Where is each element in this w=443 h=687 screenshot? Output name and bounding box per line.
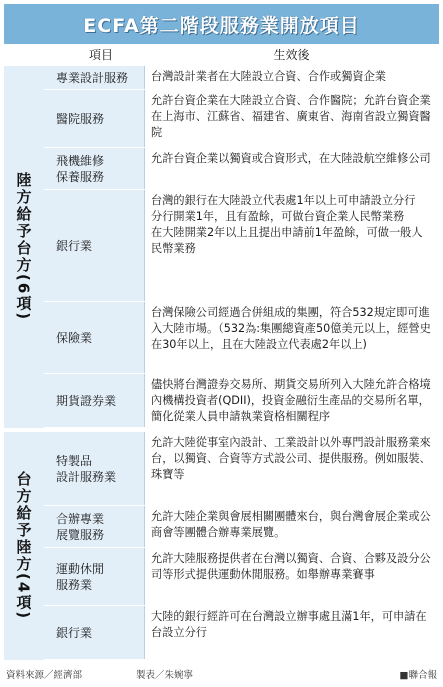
table-row bbox=[44, 548, 439, 606]
header-effect: 生效後 bbox=[273, 48, 310, 62]
table-row bbox=[44, 302, 439, 374]
row-effect: 允許大陸服務提供者在台灣以獨資、合資、合夥及設分公司等形式提供運動休閒服務。如舉辦專業賽事 bbox=[144, 548, 439, 605]
row-effect: 台灣設計業者在大陸設立合資、合作或獨資企業 bbox=[144, 66, 439, 89]
row-item: 運動休閒 服務業 bbox=[44, 548, 144, 605]
table-row bbox=[44, 90, 439, 148]
title-banner bbox=[4, 4, 439, 44]
table-row bbox=[44, 432, 439, 506]
row-effect: 允許大陸從事室內設計、工業設計以外專門設計服務業來台，以獨資、合資等方式設公司、提供服務。例如服裝、珠寶等 bbox=[144, 432, 439, 505]
table-row bbox=[44, 374, 439, 428]
source-credit: 資料來源／經濟部 bbox=[6, 670, 83, 681]
row-effect: 允許大陸企業與會展相關團體來台，與台灣會展企業或公商會等團體合辦專業展覽。 bbox=[144, 506, 439, 547]
table-row bbox=[44, 506, 439, 548]
table-header bbox=[4, 44, 439, 66]
row-item: 銀行業 bbox=[44, 190, 144, 301]
row-effect: 台灣的銀行在大陸設立代表處1年以上可申請設立分行 分行開業1年，且有盈餘，可做台資企業人民幣業務 在大陸開業2年以上且提出申請前1年盈餘，可做一般人民幣業務 bbox=[144, 190, 439, 301]
page-title: ECFA第二階段服務業開放項目 bbox=[83, 14, 360, 37]
row-item: 特製品 設計服務業 bbox=[44, 432, 144, 505]
row-item: 專業設計服務 bbox=[44, 66, 144, 89]
chart-credit: 製表／朱婉寧 bbox=[136, 670, 194, 681]
footer bbox=[4, 665, 439, 683]
table-row bbox=[44, 606, 439, 660]
infographic-table bbox=[4, 4, 439, 660]
row-effect: 允許台資企業以獨資或合資形式，在大陸設航空維修公司 bbox=[144, 148, 439, 189]
row-item: 醫院服務 bbox=[44, 90, 144, 147]
group-mainland-to-taiwan bbox=[4, 66, 439, 428]
row-effect: 台灣保險公司經過合併組成的集團，符合532規定即可進入大陸市場。（532為:集團總資產50億美元以上，經營史在30年以上，且在大陸設立代表處2年以上) bbox=[144, 302, 439, 373]
row-item: 期貨證券業 bbox=[44, 374, 144, 427]
publisher-credit: ■聯合報 bbox=[399, 670, 437, 681]
row-effect: 允許台資企業在大陸設立合資、合作醫院；允許台資企業在上海市、江蘇省、福建省、廣東省、海南省設立獨資醫院 bbox=[144, 90, 439, 147]
group-label: 台方給予陸方(4項) bbox=[14, 471, 33, 621]
group-label: 陸方給予台方(6項) bbox=[14, 172, 33, 322]
row-item: 銀行業 bbox=[44, 606, 144, 659]
table-row bbox=[44, 190, 439, 302]
table-row bbox=[44, 66, 439, 90]
row-item: 飛機維修 保養服務 bbox=[44, 148, 144, 189]
group-taiwan-to-mainland bbox=[4, 432, 439, 660]
row-item: 保險業 bbox=[44, 302, 144, 373]
table-row bbox=[44, 148, 439, 190]
row-item: 合辦專業 展覽服務 bbox=[44, 506, 144, 547]
row-effect: 大陸的銀行經許可在台灣設立辦事處且滿1年，可申請在台設立分行 bbox=[144, 606, 439, 659]
row-effect: 儘快將台灣證券交易所、期貨交易所列入大陸允許合格境內機構投資者(QDII)，投資金融衍生產品的交易所名單，簡化從業人員申請執業資格相關程序 bbox=[144, 374, 439, 427]
header-item: 項目 bbox=[88, 48, 113, 62]
